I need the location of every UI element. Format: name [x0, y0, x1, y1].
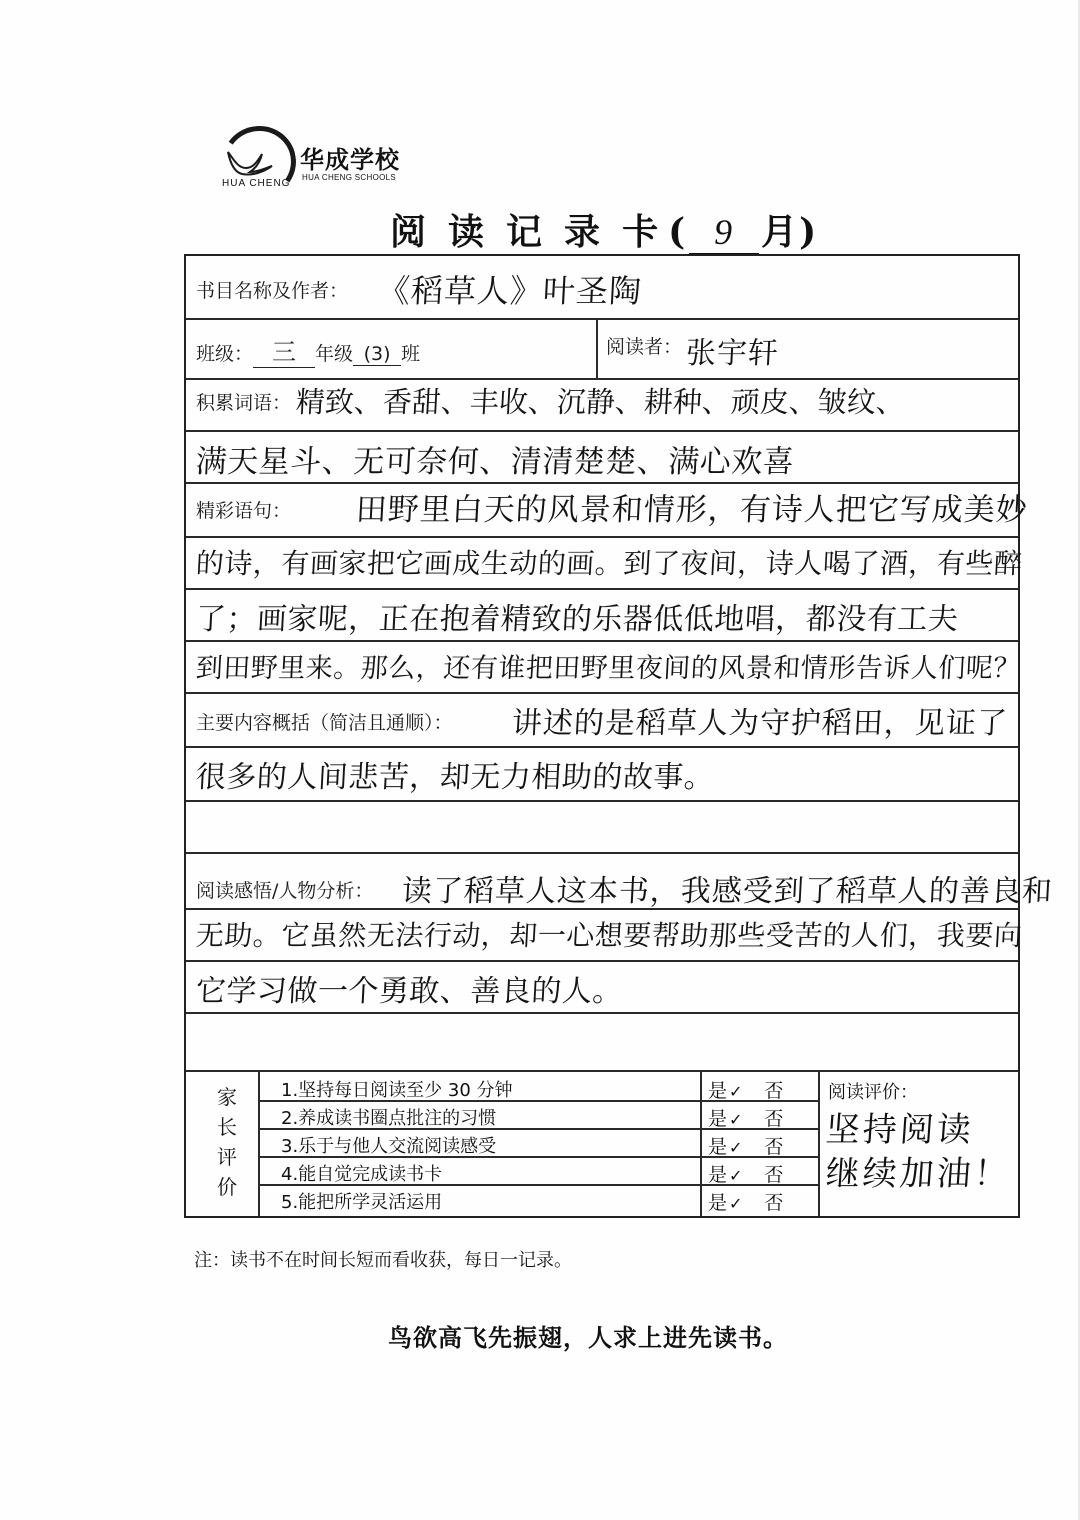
yes-no-choice-5[interactable]	[708, 1188, 783, 1215]
footer-note: 注：读书不在时间长短而看收获，每日一记录。	[194, 1250, 572, 1271]
row-divider	[186, 640, 1018, 642]
school-logo	[218, 120, 408, 195]
row-divider	[186, 536, 1018, 538]
column-divider	[700, 1072, 702, 1216]
yes-no-choice-2[interactable]	[708, 1104, 783, 1131]
yes-option[interactable]: 是	[708, 1136, 728, 1158]
parent-evaluation-label	[196, 1072, 258, 1212]
sentences-line[interactable]: 田野里白天的风景和情形，有诗人把它写成美妙	[354, 492, 1029, 528]
summary-line[interactable]: 很多的人间悲苦，却无力相助的故事。	[194, 760, 716, 795]
reflection-line[interactable]: 它学习做一个勇敢、善良的人。	[194, 974, 624, 1009]
crane-bird-logo-icon	[226, 146, 276, 176]
parent-label-char: 价	[217, 1175, 237, 1199]
parent-item-5: 5.能把所学灵活运用	[281, 1192, 443, 1213]
parent-label-char: 长	[217, 1115, 237, 1139]
row-divider	[186, 908, 1018, 910]
reflection-line[interactable]: 无助。它虽然无法行动，却一心想要帮助那些受苦的人们，我要向	[195, 919, 1024, 952]
row-divider	[258, 1156, 818, 1158]
reading-record-table	[184, 254, 1054, 1218]
row-divider	[258, 1128, 818, 1130]
title-char: 录	[564, 211, 603, 253]
vocabulary-line[interactable]: 精致、香甜、丰收、沉静、耕种、顽皮、皱纹、	[295, 385, 906, 419]
column-divider	[596, 318, 598, 380]
vocabulary-label: 积累词语：	[196, 392, 292, 414]
row-divider	[186, 746, 1018, 748]
title-char: 阅	[390, 211, 429, 253]
no-option[interactable]: 否	[764, 1108, 784, 1130]
sentences-line[interactable]: 的诗，有画家把它画成生动的画。到了夜间，诗人喝了酒，有些醉	[195, 547, 1024, 580]
row-divider	[186, 960, 1018, 962]
class-field-group	[196, 332, 420, 368]
title-char: 卡	[622, 211, 661, 253]
yes-option[interactable]: 是	[708, 1108, 728, 1130]
no-option[interactable]: 否	[764, 1164, 784, 1186]
grade-unit: 年级	[315, 343, 354, 365]
parent-evaluation-section	[186, 1072, 1018, 1216]
title-char: 读	[448, 211, 487, 253]
month-field[interactable]: 9	[689, 211, 759, 255]
summary-label: 主要内容概括（简洁且通顺）：	[196, 712, 453, 734]
parent-item-1: 1.坚持每日阅读至少 30 分钟	[281, 1080, 513, 1101]
school-name-cn: 华成学校	[300, 146, 400, 174]
no-option[interactable]: 否	[764, 1136, 784, 1158]
row-divider	[258, 1100, 818, 1102]
yes-option[interactable]: 是	[708, 1192, 728, 1214]
page-title	[390, 204, 818, 255]
book-label: 书目名称及作者：	[196, 280, 349, 302]
yes-no-choice-3[interactable]	[708, 1132, 783, 1159]
evaluation-label: 阅读评价：	[828, 1082, 918, 1103]
reader-label: 阅读者：	[606, 336, 683, 358]
parent-item-2: 2.养成读书圈点批注的习惯	[281, 1108, 497, 1129]
logo-arc-text: HUA CHENG	[222, 178, 291, 189]
class-unit: 班	[401, 343, 421, 365]
sentences-line[interactable]: 了；画家呢，正在抱着精致的乐器低低地唱，都没有工夫	[194, 602, 960, 637]
row-divider	[186, 588, 1018, 590]
check-mark-icon: ✓	[729, 1082, 743, 1101]
title-month-unit: 月)	[761, 211, 819, 253]
reflection-line[interactable]: 读了稻草人这本书，我感受到了稻草人的善良和	[400, 874, 1054, 909]
row-divider	[258, 1184, 818, 1186]
evaluation-line[interactable]: 坚持阅读	[824, 1110, 976, 1150]
no-option[interactable]: 否	[764, 1192, 784, 1214]
summary-line[interactable]: 讲述的是稻草人为守护稻田，见证了	[510, 706, 1009, 741]
footer-motto: 鸟欲高飞先振翅，人求上进先读书。	[388, 1324, 788, 1352]
yes-no-choice-1[interactable]	[708, 1076, 783, 1103]
parent-label-char: 评	[217, 1145, 237, 1169]
yes-option[interactable]: 是	[708, 1164, 728, 1186]
book-value[interactable]: 《稻草人》叶圣陶	[376, 272, 643, 310]
reflection-label: 阅读感悟/人物分析：	[196, 880, 374, 902]
yes-no-choice-4[interactable]	[708, 1160, 783, 1187]
evaluation-line[interactable]: 继续加油！	[824, 1154, 1013, 1194]
vocabulary-line[interactable]: 满天星斗、无可奈何、清清楚楚、满心欢喜	[194, 444, 796, 480]
check-mark-icon: ✓	[729, 1166, 743, 1185]
row-divider	[186, 800, 1018, 802]
row-divider	[186, 318, 1018, 320]
check-mark-icon: ✓	[729, 1110, 743, 1129]
class-label: 班级：	[196, 343, 254, 365]
column-divider	[818, 1072, 820, 1216]
grade-value[interactable]: 三	[253, 332, 315, 368]
sentences-line[interactable]: 到田野里来。那么，还有谁把田野里夜间的风景和情形告诉人们呢？	[195, 653, 1022, 684]
row-divider	[186, 852, 1018, 854]
parent-item-3: 3.乐于与他人交流阅读感受	[281, 1136, 497, 1157]
parent-label-char: 家	[217, 1085, 237, 1109]
title-open-paren: (	[668, 211, 688, 253]
row-divider	[186, 1012, 1018, 1014]
sentences-label: 精彩语句：	[196, 500, 292, 522]
column-divider	[258, 1072, 260, 1216]
row-divider	[186, 430, 1018, 432]
class-number-value[interactable]: (3)	[353, 343, 401, 366]
school-name-en: HUA CHENG SCHOOLS	[302, 173, 397, 182]
title-char: 记	[506, 211, 545, 253]
reader-value[interactable]: 张宇轩	[684, 336, 780, 371]
check-mark-icon: ✓	[729, 1194, 743, 1213]
parent-item-4: 4.能自觉完成读书卡	[281, 1164, 443, 1185]
row-divider	[186, 692, 1018, 694]
yes-option[interactable]: 是	[708, 1080, 728, 1102]
no-option[interactable]: 否	[764, 1080, 784, 1102]
check-mark-icon: ✓	[729, 1138, 743, 1157]
